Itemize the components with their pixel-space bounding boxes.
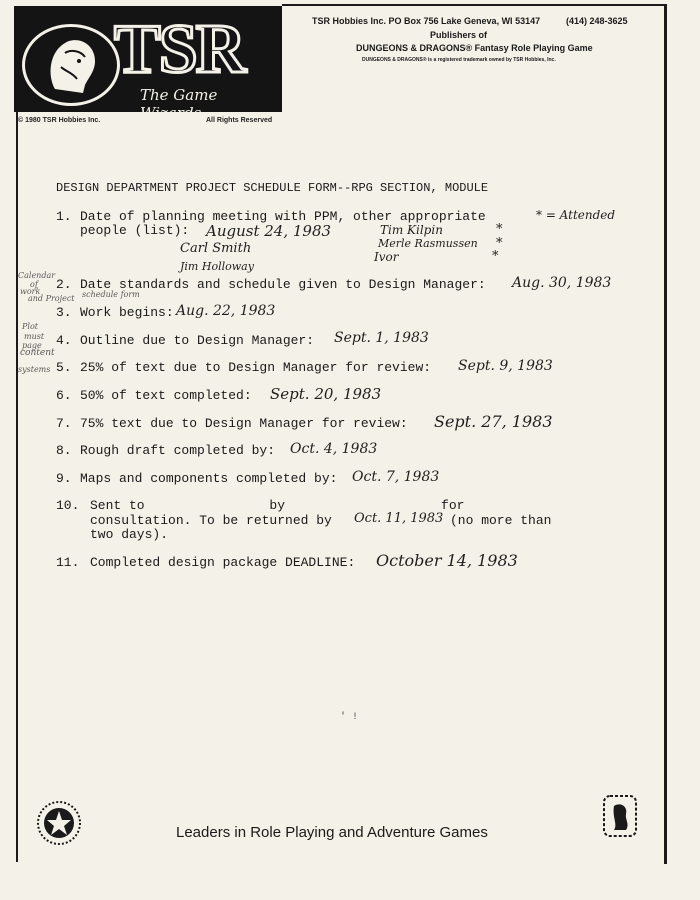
margin-note-must: must — [24, 332, 45, 341]
attended-note: * = Attended — [536, 208, 616, 222]
item-10-date: Oct. 11, 1983 — [354, 511, 444, 526]
item-9-date: Oct. 7, 1983 — [352, 469, 440, 485]
margin-note-plot: Plot — [22, 322, 38, 331]
item-11-text: Completed design package DEADLINE: — [90, 555, 356, 570]
wizard-medallion-icon — [22, 24, 120, 106]
item-7-number: 7. — [56, 416, 72, 431]
item-4-text: Outline due to Design Manager: — [80, 333, 315, 348]
footer-tagline: Leaders in Role Playing and Adventure Games — [176, 824, 488, 841]
item-6-date: Sept. 20, 1983 — [270, 385, 382, 403]
item-2-number: 2. — [56, 277, 72, 292]
item-10-text: Sent to by for — [90, 498, 465, 513]
margin-note-and-project: and Project — [28, 294, 75, 303]
frame-left-line — [16, 110, 18, 862]
copyright-text: © 1980 TSR Hobbies Inc. — [18, 117, 101, 124]
margin-note-page: page — [22, 341, 42, 350]
person-ivor: Ivor — [374, 250, 399, 264]
person-merle-rasmussen: Merle Rasmussen — [378, 237, 478, 250]
game-line: DUNGEONS & DRAGONS® Fantasy Role Playing Game — [356, 43, 593, 53]
tsr-wordmark: TSR — [114, 11, 245, 88]
frame-right-line — [664, 4, 667, 864]
attended-mark-3: * — [492, 249, 499, 264]
item-8-text: Rough draft completed by: — [80, 443, 276, 458]
margin-note-of: of — [30, 280, 38, 289]
item-11-number: 11. — [56, 555, 80, 570]
person-jim-holloway: Jim Holloway — [180, 260, 254, 273]
company-address: TSR Hobbies Inc. PO Box 756 Lake Geneva, WI 53147 — [312, 16, 541, 26]
item-2-date: Aug. 30, 1983 — [512, 275, 612, 291]
item-4-number: 4. — [56, 333, 72, 348]
item-7-text: 75% text due to Design Manager for review: — [80, 416, 408, 431]
item-5-date: Sept. 9, 1983 — [458, 358, 553, 374]
item-1-text: Date of planning meeting with PPM, other appropriate — [80, 209, 486, 224]
item-3-text: Work begins: — [80, 305, 174, 320]
tsr-emblem-icon — [600, 792, 640, 840]
item-9-text: Maps and components completed by: — [80, 471, 338, 486]
margin-note-work: work — [20, 287, 41, 296]
item-1-people-label: people (list): — [80, 223, 190, 238]
industry-seal-icon — [36, 800, 82, 846]
item-4-date: Sept. 1, 1983 — [334, 330, 429, 346]
attended-mark-2: * — [496, 236, 503, 251]
item-9-number: 9. — [56, 471, 72, 486]
item-7-date: Sept. 27, 1983 — [434, 412, 553, 431]
company-phone: (414) 248-3625 — [566, 16, 628, 26]
item-10-number: 10. — [56, 498, 80, 513]
item-6-number: 6. — [56, 388, 72, 403]
item-1-number: 1. — [56, 209, 72, 224]
item-8-date: Oct. 4, 1983 — [290, 441, 378, 457]
trademark-notice: DUNGEONS & DRAGONS® is a registered trademark owned by TSR Hobbies, Inc. — [362, 57, 556, 63]
item-10-no-more-than: (no more than — [450, 513, 552, 528]
item-2-text: Date standards and schedule given to Design Manager: — [80, 277, 486, 292]
game-wizards-text: The Game Wizards — [140, 86, 218, 122]
item-3-date: Aug. 22, 1983 — [176, 303, 276, 319]
item-10-two-days: two days). — [90, 527, 169, 542]
item-6-text: 50% of text completed: — [80, 388, 252, 403]
stray-marks: ' ! — [340, 712, 359, 723]
person-tim-kilpin: Tim Kilpin — [380, 223, 443, 237]
meeting-date: August 24, 1983 — [206, 222, 332, 240]
item-5-text: 25% of text due to Design Manager for review: — [80, 360, 432, 375]
frame-top-line — [282, 4, 666, 6]
item-8-number: 8. — [56, 443, 72, 458]
attended-mark-1: * — [496, 222, 503, 237]
publishers-line: Publishers of — [430, 30, 488, 40]
margin-note-content: content — [20, 348, 55, 358]
item-11-deadline: October 14, 1983 — [376, 551, 518, 570]
item-5-number: 5. — [56, 360, 72, 375]
rights-text: All Rights Reserved — [206, 117, 273, 124]
form-title: DESIGN DEPARTMENT PROJECT SCHEDULE FORM--RPG SECTION, MODULE — [56, 181, 489, 195]
margin-note-systems: systems — [18, 365, 51, 374]
margin-note-calendar: Calendar — [18, 271, 56, 280]
person-carl-smith: Carl Smith — [180, 241, 252, 256]
margin-note-schedule-form: schedule form — [82, 290, 140, 299]
trademark-symbol: TM — [264, 14, 279, 25]
item-3-number: 3. — [56, 305, 72, 320]
item-10-consultation: consultation. To be returned by — [90, 513, 332, 528]
